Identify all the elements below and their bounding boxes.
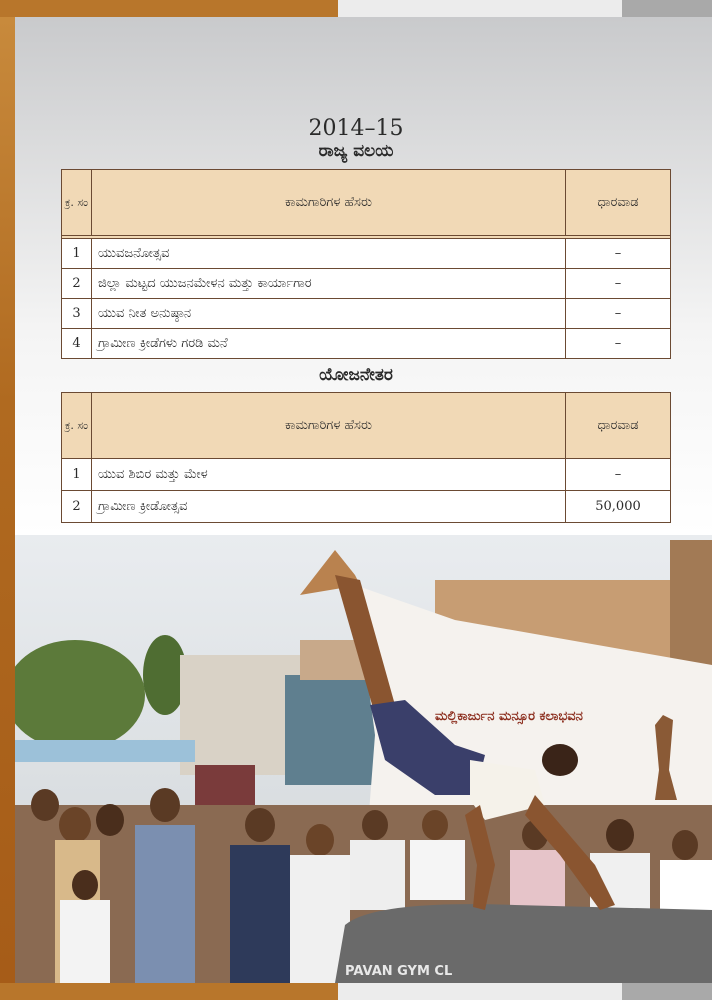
row-name: ಯುವಜನೋತ್ಸವ: [92, 239, 566, 269]
row-value: –: [566, 269, 671, 299]
glass-building: [285, 675, 375, 785]
row-value: –: [566, 459, 671, 491]
table-header-row: [62, 170, 671, 236]
top-accent-bar-gray: [622, 0, 712, 17]
header-serial-no: ಕ್ರ. ಸಂ: [62, 393, 92, 459]
non-plan-table: [61, 392, 671, 523]
auditorium-name: ಮಲ್ಲಿಕಾರ್ಜುನ ಮನ್ಸೂರ ಕಲಾಭವನ: [435, 709, 583, 724]
row-serial: 2: [62, 491, 92, 523]
tree: [15, 640, 145, 750]
row-serial: 3: [62, 299, 92, 329]
row-name: ಯುವ ಶಿಬಿರ ಮತ್ತು ಮೇಳ: [92, 459, 566, 491]
row-value: –: [566, 299, 671, 329]
table-row: [62, 239, 671, 269]
bottom-accent-bar-light: [338, 983, 622, 1000]
row-name: ಯುವ ನೀತ ಅನುಷ್ಠಾನ: [92, 299, 566, 329]
section2-heading: ಯೋಜನೇತರ: [319, 365, 393, 385]
mat-label: PAVAN GYM CL: [345, 964, 453, 979]
table-row: [62, 491, 671, 523]
top-accent-bar: [0, 0, 338, 17]
table-row: [62, 459, 671, 491]
table-header-row: [62, 393, 671, 459]
bottom-accent-bar-gray: [622, 983, 712, 1000]
bottom-accent-bar: [0, 983, 338, 1000]
row-name: ಗ್ರಾಮೀಣ ಕ್ರೀಡೆಗಳು ಗರಡಿ ಮನೆ: [92, 329, 566, 359]
row-name: ಗ್ರಾಮೀಣ ಕ್ರೀಡೋತ್ಸವ: [92, 491, 566, 523]
row-value: –: [566, 329, 671, 359]
left-accent-bar: [0, 17, 15, 983]
row-name: ಜಿಲ್ಲಾ ಮಟ್ಟದ ಯುಜನಮೇಳನ ಮತ್ತು ಕಾರ್ಯಾಗಾರ: [92, 269, 566, 299]
event-photo: [15, 535, 712, 983]
table-row: [62, 269, 671, 299]
table-row: [62, 299, 671, 329]
row-value: 50,000: [566, 491, 671, 523]
header-district: ಧಾರವಾಡ: [566, 393, 671, 459]
header-work-name: ಕಾಮಗಾರಿಗಳ ಹೆಸರು: [92, 170, 566, 236]
header-district: ಧಾರವಾಡ: [566, 170, 671, 236]
gymnastics-scene-illustration: [15, 535, 712, 983]
row-value: –: [566, 239, 671, 269]
header-work-name: ಕಾಮಗಾರಿಗಳ ಹೆಸರು: [92, 393, 566, 459]
year-title: 2014–15: [308, 116, 404, 141]
row-serial: 2: [62, 269, 92, 299]
tent-canopy: [15, 740, 195, 762]
building: [180, 655, 300, 775]
row-serial: 1: [62, 239, 92, 269]
state-sector-table: [61, 169, 671, 359]
row-serial: 4: [62, 329, 92, 359]
row-serial: 1: [62, 459, 92, 491]
section1-heading: ರಾಜ್ಯ ವಲಯ: [318, 141, 394, 161]
banner-board: [195, 765, 255, 805]
header-serial-no: ಕ್ರ. ಸಂ: [62, 170, 92, 236]
table-row: [62, 329, 671, 359]
top-accent-bar-light: [338, 0, 622, 17]
